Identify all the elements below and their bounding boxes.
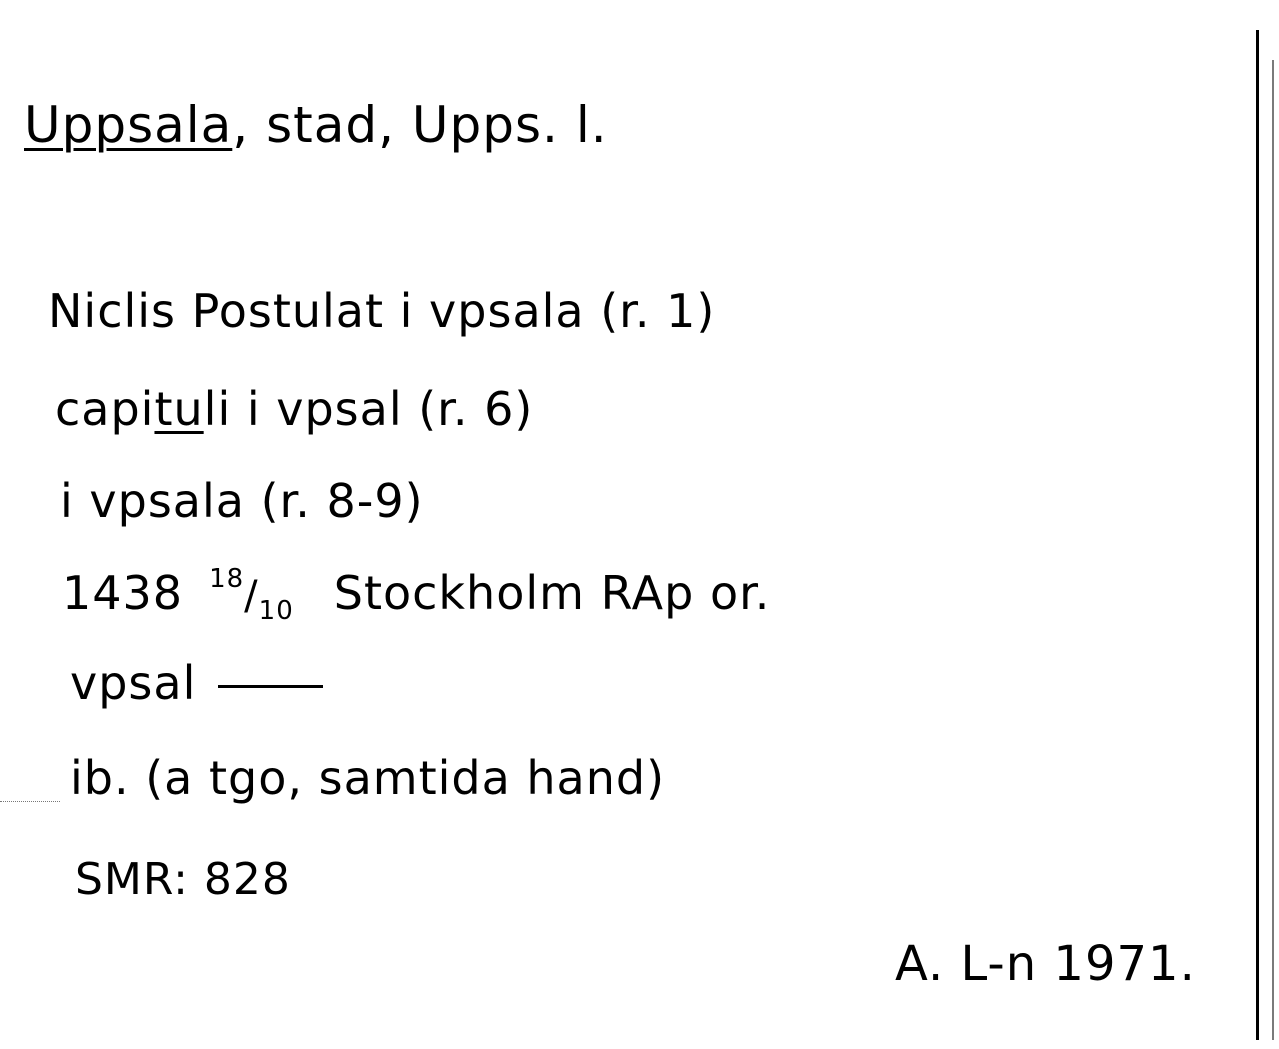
entry-line-1: Niclis Postulat i vpsala (r. 1) — [48, 284, 716, 338]
entry-line-2 — [55, 382, 534, 436]
entry-line-4 — [62, 564, 771, 626]
card-heading — [24, 96, 608, 154]
entry-line-2-part-a: capi — [55, 382, 155, 436]
signature: A. L-n 1971. — [895, 936, 1196, 992]
scan-edge — [1272, 60, 1274, 1040]
scan-dots — [0, 801, 60, 803]
entry-line-5-text: vpsal — [70, 656, 197, 710]
entry-line-7: SMR: 828 — [75, 854, 291, 905]
entry-line-3: i vpsala (r. 8-9) — [60, 474, 424, 528]
date-year: 1438 — [62, 566, 184, 620]
heading-place: Uppsala — [24, 96, 233, 154]
entry-line-6: ib. (a tgo, samtida hand) — [70, 751, 666, 805]
card-right-border — [1256, 30, 1259, 1040]
entry-line-2-part-c: li i vpsal (r. 6) — [203, 382, 534, 436]
date-slash: / — [244, 573, 259, 619]
date-month: 10 — [258, 596, 294, 626]
date-place-source: Stockholm RAp or. — [333, 566, 771, 620]
date-day: 18 — [209, 564, 245, 594]
heading-rest: , stad, Upps. l. — [232, 96, 608, 154]
entry-line-5 — [70, 656, 323, 710]
ditto-dash — [218, 685, 323, 688]
entry-line-2-underlined: tu — [154, 382, 204, 436]
